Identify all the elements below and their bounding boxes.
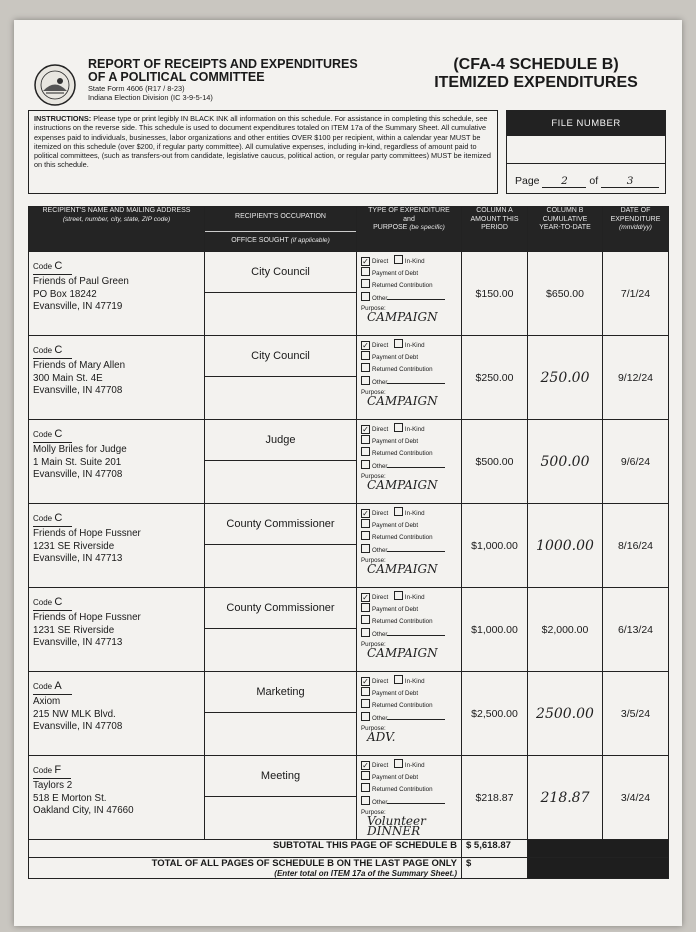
- returned-checkbox[interactable]: [361, 363, 370, 372]
- code-label: Code: [33, 682, 53, 691]
- purpose-label: Purpose:: [361, 388, 386, 396]
- code-field[interactable]: [33, 512, 72, 527]
- col-date-line3: (mm/dd/yy): [619, 224, 652, 231]
- table-row: [29, 420, 669, 504]
- cumulative-value: 500.00: [540, 453, 590, 470]
- amount-cell[interactable]: $500.00: [462, 420, 528, 504]
- code-label: Code: [33, 766, 53, 775]
- form-number: State Form 4606 (R17 / 8-23): [88, 84, 185, 93]
- recipient-name: Molly Briles for Judge: [33, 444, 127, 455]
- code-value: C: [54, 428, 63, 440]
- col-recipient-label: RECIPIENT'S NAME AND MAILING ADDRESS: [42, 207, 191, 214]
- direct-checkbox[interactable]: ✓: [362, 257, 369, 266]
- occupation-cell[interactable]: [205, 420, 357, 504]
- code-field[interactable]: [33, 596, 72, 611]
- recipient-street: 1231 SE Riverside: [33, 624, 115, 636]
- other-line: [387, 719, 445, 720]
- other-label: Other: [372, 294, 388, 302]
- debt-label: Payment of Debt: [372, 270, 419, 278]
- cumulative-value: $650.00: [546, 287, 584, 300]
- code-value: C: [54, 344, 63, 356]
- occupation-cell[interactable]: [205, 588, 357, 672]
- date-cell[interactable]: 8/16/24: [603, 504, 669, 588]
- code-label: Code: [33, 598, 53, 607]
- purpose-label: Purpose:: [361, 472, 386, 480]
- recipient-cell[interactable]: [29, 420, 205, 504]
- col-recipient-sublabel: (street, number, city, state, ZIP code): [62, 215, 171, 223]
- office-sought-text: OFFICE SOUGHT: [231, 237, 289, 244]
- inkind-label: In-Kind: [404, 510, 425, 517]
- recipient-cell[interactable]: [29, 672, 205, 756]
- form-title-line1: REPORT OF RECEIPTS AND EXPENDITURES: [88, 57, 358, 71]
- other-label: Other: [372, 630, 388, 638]
- col-purpose-label: PURPOSE: [373, 224, 408, 231]
- code-field[interactable]: [33, 344, 72, 359]
- form-page: [14, 20, 682, 926]
- office-divider: [205, 460, 356, 461]
- page-count[interactable]: 3: [601, 175, 659, 188]
- inkind-label: In-Kind: [404, 258, 425, 265]
- purpose-value[interactable]: CAMPAIGN: [367, 310, 438, 324]
- returned-checkbox[interactable]: [361, 531, 370, 540]
- code-value: F: [54, 764, 62, 776]
- debt-label: Payment of Debt: [372, 438, 419, 446]
- occupation-text: City Council: [251, 266, 310, 278]
- state-seal-icon: [34, 64, 76, 106]
- page-number[interactable]: 2: [542, 175, 586, 188]
- schedule-title: [416, 56, 656, 92]
- other-checkbox[interactable]: [361, 796, 370, 805]
- direct-label: Direct: [372, 510, 389, 517]
- instructions-label: INSTRUCTIONS:: [34, 114, 92, 123]
- form-title-line2: OF A POLITICAL COMMITTEE: [88, 70, 265, 84]
- cumulative-value: 2500.00: [536, 705, 594, 722]
- returned-checkbox[interactable]: [361, 615, 370, 624]
- of-label: of: [589, 175, 599, 187]
- file-number-box: [506, 110, 666, 194]
- date-cell[interactable]: 9/12/24: [603, 336, 669, 420]
- table-row: [29, 252, 669, 336]
- returned-checkbox[interactable]: [361, 783, 370, 792]
- direct-checkbox[interactable]: ✓: [362, 509, 369, 518]
- col-purpose-sub: (be specific): [409, 224, 445, 231]
- cumulative-value: 1000.00: [536, 537, 594, 554]
- recipient-city: Evansville, IN 47713: [33, 553, 123, 564]
- type-cell: [357, 588, 462, 672]
- total-row: [29, 858, 669, 879]
- table-row: [29, 504, 669, 588]
- other-line: [387, 299, 445, 300]
- type-cell: [357, 756, 462, 840]
- col-date-header: [603, 207, 669, 252]
- amount-cell[interactable]: $1,000.00: [462, 588, 528, 672]
- debt-checkbox[interactable]: [361, 351, 370, 360]
- code-field[interactable]: [33, 428, 72, 443]
- inkind-checkbox[interactable]: [394, 255, 403, 264]
- table-header-row: [29, 207, 669, 252]
- debt-checkbox[interactable]: [361, 771, 370, 780]
- recipient-cell[interactable]: [29, 588, 205, 672]
- col-amount-header: [462, 207, 528, 252]
- occupation-text: County Commissioner: [226, 518, 335, 530]
- purpose-label: Purpose:: [361, 556, 386, 564]
- occupation-cell[interactable]: [205, 504, 357, 588]
- inkind-checkbox[interactable]: [394, 591, 403, 600]
- recipient-address: [33, 780, 134, 818]
- cumulative-cell[interactable]: [528, 252, 603, 336]
- occupation-cell[interactable]: [205, 252, 357, 336]
- amount-cell[interactable]: $1,000.00: [462, 504, 528, 588]
- recipient-address: [33, 276, 129, 314]
- direct-checkbox[interactable]: ✓: [362, 341, 369, 350]
- col-a-line2: AMOUNT THIS: [470, 215, 519, 223]
- inkind-label: In-Kind: [404, 678, 425, 685]
- total-label-cell: [29, 858, 462, 879]
- code-label: Code: [33, 262, 53, 271]
- debt-checkbox[interactable]: [361, 519, 370, 528]
- purpose-value[interactable]: CAMPAIGN: [367, 394, 438, 408]
- occupation-text: Marketing: [256, 686, 305, 698]
- cumulative-cell[interactable]: [528, 588, 603, 672]
- direct-checkbox[interactable]: ✓: [362, 425, 369, 434]
- debt-label: Payment of Debt: [372, 774, 419, 782]
- recipient-street: 518 E Morton St.: [33, 792, 107, 804]
- recipient-city: Evansville, IN 47708: [33, 385, 123, 396]
- recipient-name: Friends of Paul Green: [33, 276, 129, 287]
- recipient-name: Friends of Mary Allen: [33, 360, 126, 371]
- col-recipient-header: [29, 207, 205, 252]
- schedule-line2: ITEMIZED EXPENDITURES: [434, 74, 638, 91]
- returned-label: Returned Contribution: [372, 786, 433, 794]
- file-number-label: FILE NUMBER: [507, 111, 665, 136]
- subtotal-label: SUBTOTAL THIS PAGE OF SCHEDULE B: [29, 840, 462, 858]
- inkind-label: In-Kind: [404, 342, 425, 349]
- date-cell[interactable]: 9/6/24: [603, 420, 669, 504]
- recipient-street: PO Box 18242: [33, 288, 97, 300]
- returned-label: Returned Contribution: [372, 366, 433, 374]
- recipient-name: Friends of Hope Fussner: [33, 528, 141, 539]
- occupation-cell[interactable]: [205, 336, 357, 420]
- recipient-address: [33, 612, 141, 650]
- other-line: [387, 551, 445, 552]
- other-label: Other: [372, 378, 388, 386]
- inkind-checkbox[interactable]: [394, 423, 403, 432]
- other-checkbox[interactable]: [361, 544, 370, 553]
- debt-checkbox[interactable]: [361, 435, 370, 444]
- direct-label: Direct: [372, 594, 389, 601]
- code-value: C: [54, 512, 63, 524]
- col-occupation-label: RECIPIENT'S OCCUPATION: [235, 213, 326, 220]
- cumulative-cell[interactable]: [528, 420, 603, 504]
- inkind-label: In-Kind: [404, 594, 425, 601]
- col-type-label: TYPE OF EXPENDITURE: [368, 207, 450, 214]
- occupation-cell[interactable]: [205, 756, 357, 840]
- date-cell[interactable]: 3/5/24: [603, 672, 669, 756]
- purpose-value[interactable]: CAMPAIGN: [367, 478, 438, 492]
- inkind-checkbox[interactable]: [394, 675, 403, 684]
- recipient-cell[interactable]: [29, 336, 205, 420]
- occupation-cell[interactable]: [205, 672, 357, 756]
- recipient-address: [33, 696, 122, 734]
- table-body: [29, 252, 669, 840]
- returned-label: Returned Contribution: [372, 534, 433, 542]
- inkind-checkbox[interactable]: [394, 759, 403, 768]
- col-date-line1: DATE OF: [620, 207, 651, 214]
- amount-cell[interactable]: $150.00: [462, 252, 528, 336]
- recipient-cell[interactable]: [29, 252, 205, 336]
- col-b-line1: COLUMN B: [546, 207, 584, 214]
- office-divider: [205, 544, 356, 545]
- col-type-header: [357, 207, 462, 252]
- occupation-text: Judge: [265, 434, 296, 446]
- col-date-line2: EXPENDITURE: [610, 215, 661, 223]
- col-a-line1: COLUMN A: [476, 207, 513, 214]
- table-row: [29, 588, 669, 672]
- direct-checkbox[interactable]: ✓: [362, 593, 369, 602]
- cumulative-cell[interactable]: [528, 672, 603, 756]
- returned-label: Returned Contribution: [372, 702, 433, 710]
- col-cumulative-header: [528, 207, 603, 252]
- type-cell: [357, 252, 462, 336]
- direct-checkbox[interactable]: ✓: [362, 761, 369, 770]
- table-row: [29, 672, 669, 756]
- direct-label: Direct: [372, 258, 389, 265]
- debt-checkbox[interactable]: [361, 603, 370, 612]
- table-row: [29, 336, 669, 420]
- amount-cell[interactable]: $250.00: [462, 336, 528, 420]
- subtotal-row: [29, 840, 669, 858]
- other-label: Other: [372, 798, 388, 806]
- total-label: TOTAL OF ALL PAGES OF SCHEDULE B ON THE LAST PAGE ONLY: [151, 858, 457, 869]
- expenditures-table: [28, 206, 669, 879]
- debt-checkbox[interactable]: [361, 267, 370, 276]
- table-row: [29, 756, 669, 840]
- returned-checkbox[interactable]: [361, 279, 370, 288]
- subtotal-value[interactable]: $ 5,618.87: [462, 840, 528, 858]
- other-checkbox[interactable]: [361, 712, 370, 721]
- recipient-street: 215 NW MLK Blvd.: [33, 708, 116, 720]
- instructions-text: Please type or print legibly IN BLACK INK all information on this schedule. For assistance in completing this schedule, see instructions on the reverse side. This schedule is used to document expenditures totaled on ITEM 17a of the Summary Sheet. All cumulative expenses paid to individuals, businesses, labor organizations and other entities OVER $100 per recipient, within a calendar year MUST be itemized on this schedule (over $200, if regular party committee). All cumulative expenses, including in-kind, regardless of amount paid to political committees, (such as transfers-out from candidate, legislative caucus, political action, or regular party committees) MUST be itemized on this schedule.: [34, 114, 491, 170]
- col-a-line3: PERIOD: [481, 224, 508, 231]
- returned-label: Returned Contribution: [372, 282, 433, 290]
- office-sought-sub: (if applicable): [290, 237, 330, 244]
- inkind-checkbox[interactable]: [394, 507, 403, 516]
- returned-checkbox[interactable]: [361, 699, 370, 708]
- type-cell: [357, 672, 462, 756]
- code-field[interactable]: [33, 764, 71, 779]
- col-occupation-header: [205, 207, 357, 252]
- code-label: Code: [33, 346, 53, 355]
- code-field[interactable]: [33, 260, 72, 275]
- instructions-box: [28, 110, 498, 194]
- total-blackout: [528, 858, 669, 879]
- occupation-text: Meeting: [260, 770, 301, 782]
- office-divider: [205, 628, 356, 629]
- office-divider: [205, 712, 356, 713]
- purpose-label: Purpose:: [361, 808, 386, 816]
- code-value: C: [54, 260, 63, 272]
- recipient-cell[interactable]: [29, 504, 205, 588]
- other-checkbox[interactable]: [361, 376, 370, 385]
- form-header: [88, 58, 398, 102]
- other-line: [387, 467, 445, 468]
- office-divider: [205, 292, 356, 293]
- file-number-divider: [507, 163, 665, 164]
- purpose-label: Purpose:: [361, 304, 386, 312]
- debt-label: Payment of Debt: [372, 690, 419, 698]
- other-label: Other: [372, 462, 388, 470]
- other-line: [387, 635, 445, 636]
- amount-cell[interactable]: $218.87: [462, 756, 528, 840]
- code-label: Code: [33, 430, 53, 439]
- schedule-line1: (CFA-4 SCHEDULE B): [453, 56, 619, 73]
- date-cell[interactable]: 6/13/24: [603, 588, 669, 672]
- purpose-value[interactable]: ADV.: [367, 730, 396, 744]
- debt-label: Payment of Debt: [372, 354, 419, 362]
- recipient-city: Evansville, IN 47719: [33, 301, 123, 312]
- direct-checkbox[interactable]: ✓: [362, 677, 369, 686]
- inkind-label: In-Kind: [404, 762, 425, 769]
- division-line: Indiana Election Division (IC 3-9-5-14): [88, 93, 213, 102]
- cumulative-value: $2,000.00: [541, 623, 589, 636]
- code-value: C: [54, 596, 63, 608]
- cumulative-value: 218.87: [540, 789, 590, 806]
- type-cell: [357, 336, 462, 420]
- date-cell[interactable]: 7/1/24: [603, 252, 669, 336]
- recipient-street: 1231 SE Riverside: [33, 540, 115, 552]
- recipient-name: Taylors 2: [33, 780, 73, 791]
- cumulative-cell[interactable]: [528, 504, 603, 588]
- recipient-city: Evansville, IN 47708: [33, 469, 123, 480]
- debt-label: Payment of Debt: [372, 606, 419, 614]
- recipient-address: [33, 528, 141, 566]
- debt-label: Payment of Debt: [372, 522, 419, 530]
- recipient-address: [33, 444, 127, 482]
- occupation-text: County Commissioner: [226, 602, 335, 614]
- recipient-street: 1 Main St. Suite 201: [33, 456, 122, 468]
- returned-checkbox[interactable]: [361, 447, 370, 456]
- returned-label: Returned Contribution: [372, 618, 433, 626]
- recipient-name: Friends of Hope Fussner: [33, 612, 141, 623]
- col-office-label: [205, 231, 356, 246]
- subtotal-blackout: [528, 840, 669, 858]
- code-field[interactable]: [33, 680, 72, 695]
- purpose-value[interactable]: CAMPAIGN: [367, 646, 438, 660]
- recipient-street: 300 Main St. 4E: [33, 372, 103, 384]
- type-cell: [357, 420, 462, 504]
- cumulative-value: 250.00: [540, 369, 590, 386]
- page-label: Page: [515, 175, 540, 187]
- other-line: [387, 803, 445, 804]
- other-checkbox[interactable]: [361, 460, 370, 469]
- other-label: Other: [372, 714, 388, 722]
- direct-label: Direct: [372, 762, 389, 769]
- direct-label: Direct: [372, 342, 389, 349]
- debt-checkbox[interactable]: [361, 687, 370, 696]
- col-b-line3: YEAR-TO-DATE: [539, 224, 591, 231]
- code-label: Code: [33, 514, 53, 523]
- inkind-label: In-Kind: [404, 426, 425, 433]
- total-value[interactable]: $: [462, 858, 528, 879]
- office-divider: [205, 796, 356, 797]
- page-indicator: [515, 175, 659, 188]
- date-cell[interactable]: 3/4/24: [603, 756, 669, 840]
- other-label: Other: [372, 546, 388, 554]
- type-cell: [357, 504, 462, 588]
- occupation-text: City Council: [251, 350, 310, 362]
- cumulative-cell[interactable]: [528, 756, 603, 840]
- recipient-city: Evansville, IN 47713: [33, 637, 123, 648]
- code-value: A: [54, 680, 62, 692]
- inkind-checkbox[interactable]: [394, 339, 403, 348]
- cumulative-cell[interactable]: [528, 336, 603, 420]
- other-checkbox[interactable]: [361, 292, 370, 301]
- purpose-value[interactable]: CAMPAIGN: [367, 562, 438, 576]
- returned-label: Returned Contribution: [372, 450, 433, 458]
- purpose-label: Purpose:: [361, 724, 386, 732]
- purpose-value[interactable]: Volunteer DINNER: [367, 814, 426, 839]
- office-divider: [205, 376, 356, 377]
- direct-label: Direct: [372, 678, 389, 685]
- amount-cell[interactable]: $2,500.00: [462, 672, 528, 756]
- recipient-address: [33, 360, 125, 398]
- col-type-and: and: [403, 215, 415, 223]
- recipient-name: Axiom: [33, 696, 61, 707]
- direct-label: Direct: [372, 426, 389, 433]
- recipient-city: Evansville, IN 47708: [33, 721, 123, 732]
- other-checkbox[interactable]: [361, 628, 370, 637]
- recipient-cell[interactable]: [29, 756, 205, 840]
- recipient-city: Oakland City, IN 47660: [33, 805, 134, 816]
- col-b-line2: CUMULATIVE: [542, 215, 588, 223]
- other-line: [387, 383, 445, 384]
- purpose-label: Purpose:: [361, 640, 386, 648]
- total-note: (Enter total on ITEM 17a of the Summary Sheet.): [274, 869, 457, 878]
